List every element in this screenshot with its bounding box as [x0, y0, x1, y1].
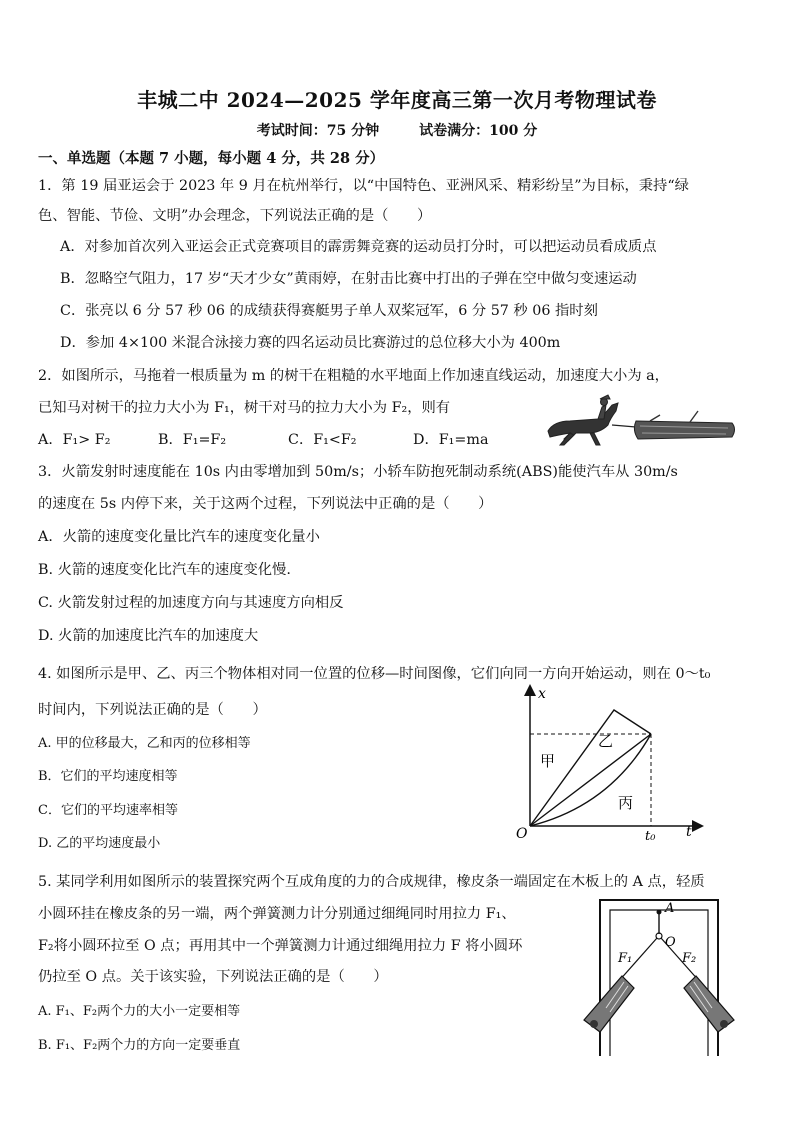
q5-stem-line1: 5. 某同学利用如图所示的装置探究两个互成角度的力的合成规律，橡皮条一端固定在木板上的 A 点，轻质 — [38, 874, 705, 890]
q2-option-b: B．F₁=F₂ — [158, 432, 227, 448]
q1-stem-line1: 1．第 19 届亚运会于 2023 年 9 月在杭州举行，以“中国特色、亚洲风采、精彩纷呈”为目标，秉持“绿 — [38, 178, 689, 194]
x-axis-label: t — [686, 824, 692, 840]
q3-option-d: D. 火箭的加速度比汽车的加速度大 — [38, 628, 259, 644]
exam-time: 考试时间：75 分钟 — [256, 123, 380, 139]
q2-option-d: D．F₁=ma — [413, 432, 489, 448]
full-score: 试卷满分：100 分 — [419, 123, 538, 139]
horse-log-illustration — [540, 393, 740, 453]
pin-a — [657, 910, 662, 915]
q4-option-a: A. 甲的位移最大，乙和丙的位移相等 — [38, 736, 251, 751]
q2-option-c: C．F₁<F₂ — [288, 432, 357, 448]
q5-option-a: A. F₁、F₂两个力的大小一定要相等 — [38, 1004, 241, 1019]
q1-option-b: B．忽略空气阻力，17 岁“天才少女”黄雨婷，在射击比赛中打出的子弹在空中做匀变速运动 — [60, 271, 637, 287]
label-o: O — [665, 935, 676, 950]
q2-stem-line2: 已知马对树干的拉力大小为 F₁，树干对马的拉力大小为 F₂，则有 — [38, 400, 451, 416]
q4-option-c: C．它们的平均速率相等 — [38, 803, 178, 818]
q4-stem-line2: 时间内，下列说法正确的是（ ） — [38, 702, 267, 718]
label-bing: 丙 — [618, 794, 634, 812]
label-a: A — [665, 901, 675, 916]
label-f2: F₂ — [682, 951, 697, 966]
label-jia: 甲 — [540, 752, 556, 770]
q3-option-b: B. 火箭的速度变化比汽车的速度变化慢. — [38, 562, 291, 578]
q2-options — [38, 430, 488, 450]
exam-title: 丰城二中 2024—2025 学年度高三第一次月考物理试卷 — [137, 88, 657, 112]
force-apparatus-figure — [572, 896, 752, 1058]
q3-stem-line1: 3．火箭发射时速度能在 10s 内由零增加到 50m/s；小轿车防抱死制动系统(ABS)能使汽车从 30m/s — [38, 464, 678, 480]
horse-shape — [548, 403, 618, 445]
t0-label: t₀ — [645, 829, 656, 844]
q1-option-d: D．参加 4×100 米混合泳接力赛的四名运动员比赛游过的总位移大小为 400m — [60, 335, 561, 351]
y-axis-label: x — [538, 686, 546, 702]
spring-scale-right — [684, 976, 734, 1032]
q5-stem-line4: 仍拉至 O 点。关于该实验，下列说法正确的是（ ） — [38, 969, 388, 985]
curve-yi — [530, 734, 651, 826]
rope-line — [612, 425, 636, 427]
q1-option-c: C．张亮以 6 分 57 秒 06 的成绩获得赛艇男子单人双桨冠军，6 分 57 秒 06 指时刻 — [60, 303, 598, 319]
q3-option-a: A．火箭的速度变化量比汽车的速度变化量小 — [38, 529, 320, 545]
q3-option-c: C. 火箭发射过程的加速度方向与其速度方向相反 — [38, 595, 344, 611]
q3-stem-line2: 的速度在 5s 内停下来，关于这两个过程，下列说法中正确的是（ ） — [38, 496, 493, 512]
q1-option-a: A．对参加首次列入亚运会正式竞赛项目的霹雳舞竞赛的运动员打分时，可以把运动员看成质点 — [60, 239, 657, 255]
q4-option-d: D. 乙的平均速度最小 — [38, 836, 161, 851]
q5-stem-line2: 小圆环挂在橡皮条的另一端，两个弹簧测力计分别通过细绳同时用拉力 F₁、 — [38, 906, 516, 922]
xt-graph — [510, 684, 710, 844]
spring-scale-left — [584, 976, 634, 1032]
q2-option-a: A．F₁> F₂ — [38, 432, 111, 448]
log-shape — [634, 411, 734, 439]
q4-option-b: B．它们的平均速度相等 — [38, 769, 178, 784]
label-f1: F₁ — [618, 951, 633, 966]
exam-info — [0, 120, 794, 140]
q2-stem-line1: 2．如图所示，马拖着一根质量为 m 的树干在粗糙的水平地面上作加速直线运动，加速度大小为 a， — [38, 368, 669, 384]
q1-stem-line2: 色、智能、节俭、文明”办会理念，下列说法正确的是（ ） — [38, 208, 432, 224]
section-heading: 一、单选题（本题 7 小题，每小题 4 分，共 28 分） — [38, 150, 385, 167]
q4-stem-line1: 4. 如图所示是甲、乙、丙三个物体相对同一位置的位移—时间图像，它们向同一方向开始运动，则在 0～t₀ — [38, 666, 711, 682]
q5-option-b: B. F₁、F₂两个力的方向一定要垂直 — [38, 1038, 241, 1053]
origin-label: O — [516, 826, 528, 842]
q5-stem-line3: F₂将小圆环拉至 O 点；再用其中一个弹簧测力计通过细绳用拉力 F 将小圆环 — [38, 938, 523, 954]
label-yi: 乙 — [598, 732, 614, 750]
